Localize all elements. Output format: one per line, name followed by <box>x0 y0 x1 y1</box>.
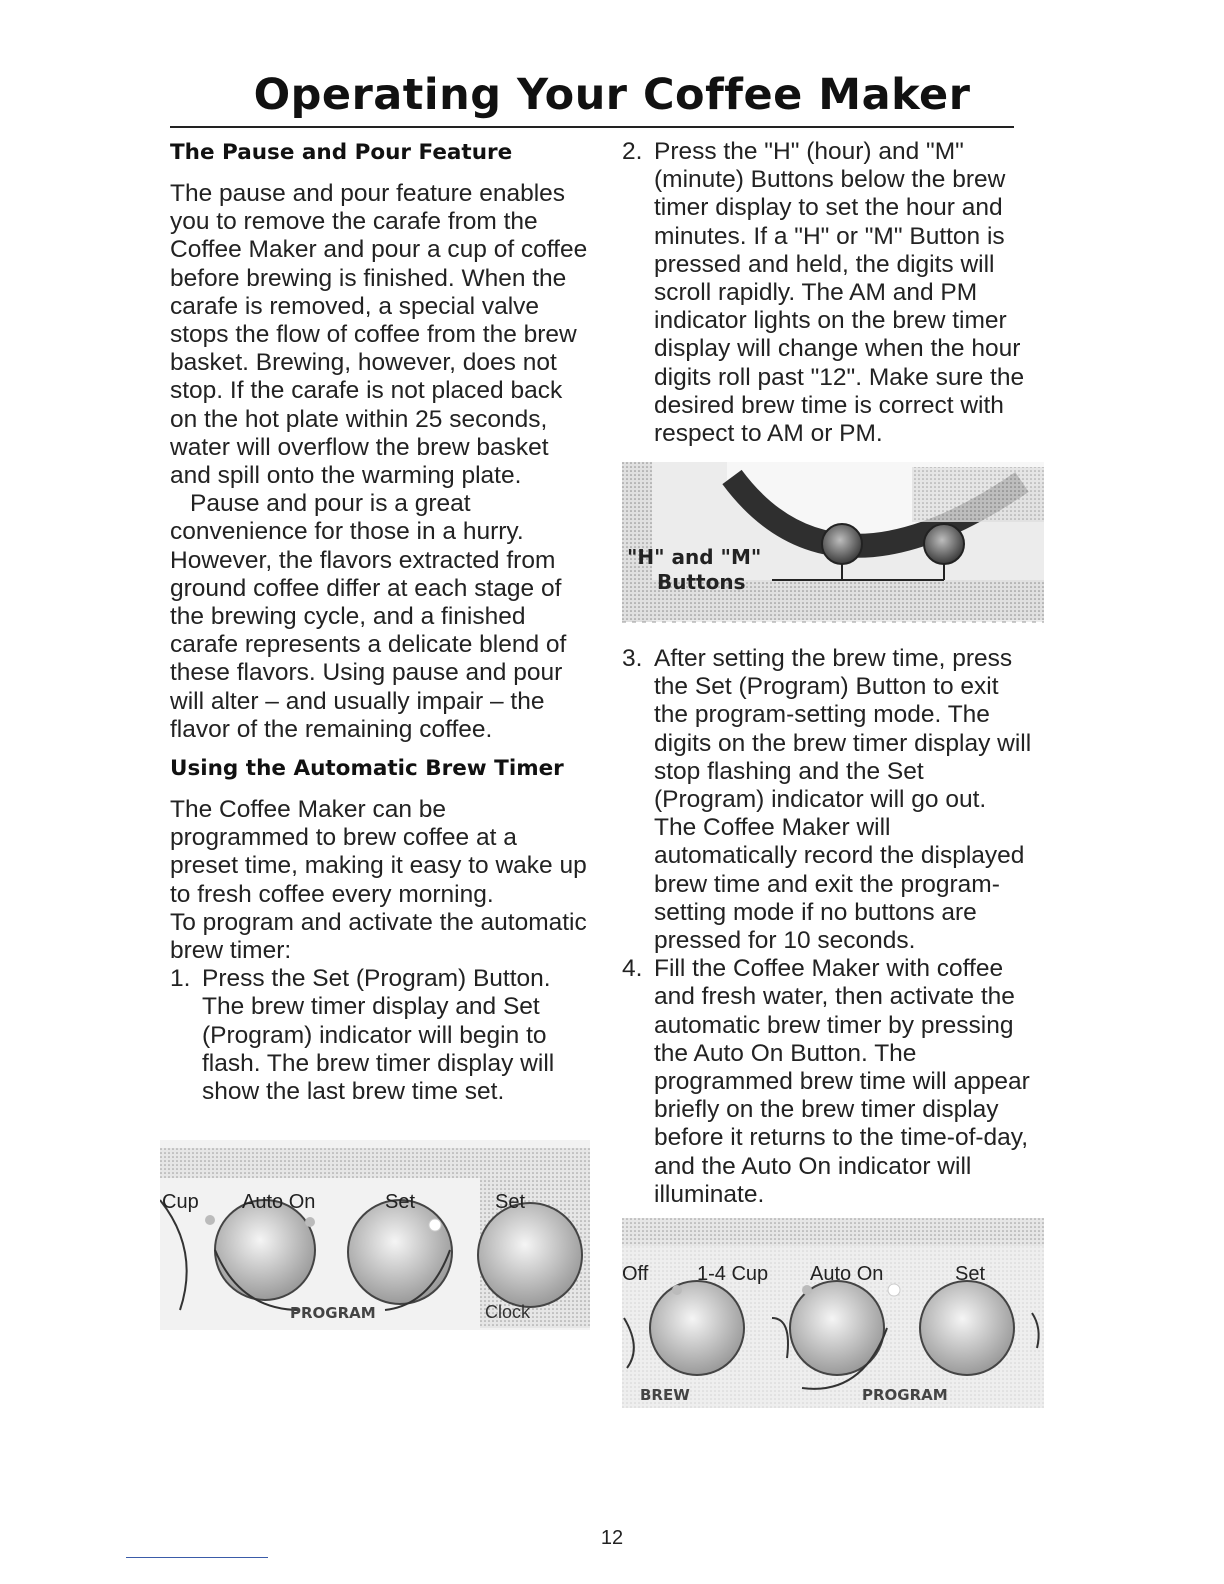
label-program: PROGRAM <box>862 1386 948 1404</box>
label-off: Off <box>622 1263 649 1285</box>
step-number: 3. <box>622 645 643 672</box>
figure-h-m-buttons <box>622 462 1044 637</box>
step-list <box>622 138 1034 448</box>
list-item <box>622 955 1034 1209</box>
step-number: 4. <box>622 955 643 983</box>
label-cup: Cup <box>162 1191 199 1213</box>
label-auto-on: Auto On <box>242 1191 316 1213</box>
callout-buttons: Buttons <box>657 570 746 594</box>
step-text: Press the "H" (hour) and "M" (minute) Buttons below the brew timer display to set the hour and minutes. If a "H" or "M" Button is pressed and held, the digits will scroll rapidly. The AM and PM indicator lights on the brew timer display will change when the hour digits roll past "12". Make sure the desired brew time is correct with respect to AM or PM. <box>654 138 1025 448</box>
label-auto-on: Auto On <box>810 1263 884 1285</box>
step-text: After setting the brew time, press the Set (Program) Button to exit the program-setting mode. The digits on the brew timer display will stop flashing and the Set (Program) indicator will go out. The Coffee Maker will automatically record the displayed brew time and exit the program-setting mode if no buttons are pressed for 10 seconds. <box>654 645 1032 955</box>
right-column <box>622 138 1034 448</box>
title-rule <box>170 126 1014 128</box>
step-list <box>170 965 590 1106</box>
label-set: Set <box>385 1191 416 1213</box>
paragraph: The Coffee Maker can be programmed to brew coffee at a preset time, making it easy to wake up to fresh coffee every morning. <box>170 796 587 908</box>
page-number: 12 <box>600 1527 624 1549</box>
step-number: 1. <box>170 965 191 993</box>
callout-h-m: "H" and "M" <box>627 545 762 569</box>
label-clock: Clock <box>485 1302 531 1322</box>
paragraph: The pause and pour feature enables you to remove the carafe from the Coffee Maker and pour a cup of coffee before brewing is finished. When the carafe is removed, a special valve stops the flow of coffee from the brew basket. Brewing, however, does not stop. If the carafe is not placed back on the hot plate within 25 seconds, water will overflow the brew basket and spill onto the warming plate. <box>170 180 588 490</box>
label-brew: BREW <box>640 1386 690 1404</box>
footer-rule <box>126 1557 268 1558</box>
page-title: Operating Your Coffee Maker <box>253 70 971 120</box>
paragraph: To program and activate the automatic brew timer: <box>170 908 587 965</box>
paragraph: Pause and pour is a great convenience for those in a hurry. However, the flavors extracted from ground coffee differ at each stage of the brewing cycle, and a finished carafe represents a delicate blend of these flavors. Using pause and pour will alter – and usually impair – the flavor of the remaining coffee. <box>170 490 567 743</box>
label-set-clock: Set <box>495 1191 526 1213</box>
list-item <box>622 138 1034 448</box>
label-set: Set <box>955 1263 986 1285</box>
step-text: Fill the Coffee Maker with coffee and fresh water, then activate the automatic brew timer by pressing the Auto On Button. The programmed brew time will appear briefly on the brew timer display before it returns to the time-of-day, and the Auto On indicator will illuminate. <box>654 955 1030 1208</box>
list-item <box>170 965 590 1106</box>
label-program: PROGRAM <box>290 1304 376 1322</box>
right-column-lower <box>622 645 1034 1209</box>
step-text: Press the Set (Program) Button. The brew timer display and Set (Program) indicator will begin to flash. The brew timer display will show the last brew time set. <box>202 965 555 1106</box>
label-1-4-cup: 1-4 Cup <box>697 1263 769 1285</box>
list-item <box>622 645 1034 955</box>
step-number: 2. <box>622 138 643 165</box>
figure-control-panel-auto-on <box>622 1218 1044 1428</box>
section-heading-pause-pour: The Pause and Pour Feature <box>170 140 513 165</box>
figure-control-panel-program <box>160 1140 590 1340</box>
section-heading-brew-timer: Using the Automatic Brew Timer <box>170 756 564 782</box>
left-column <box>170 138 590 1106</box>
step-list <box>622 645 1034 1209</box>
